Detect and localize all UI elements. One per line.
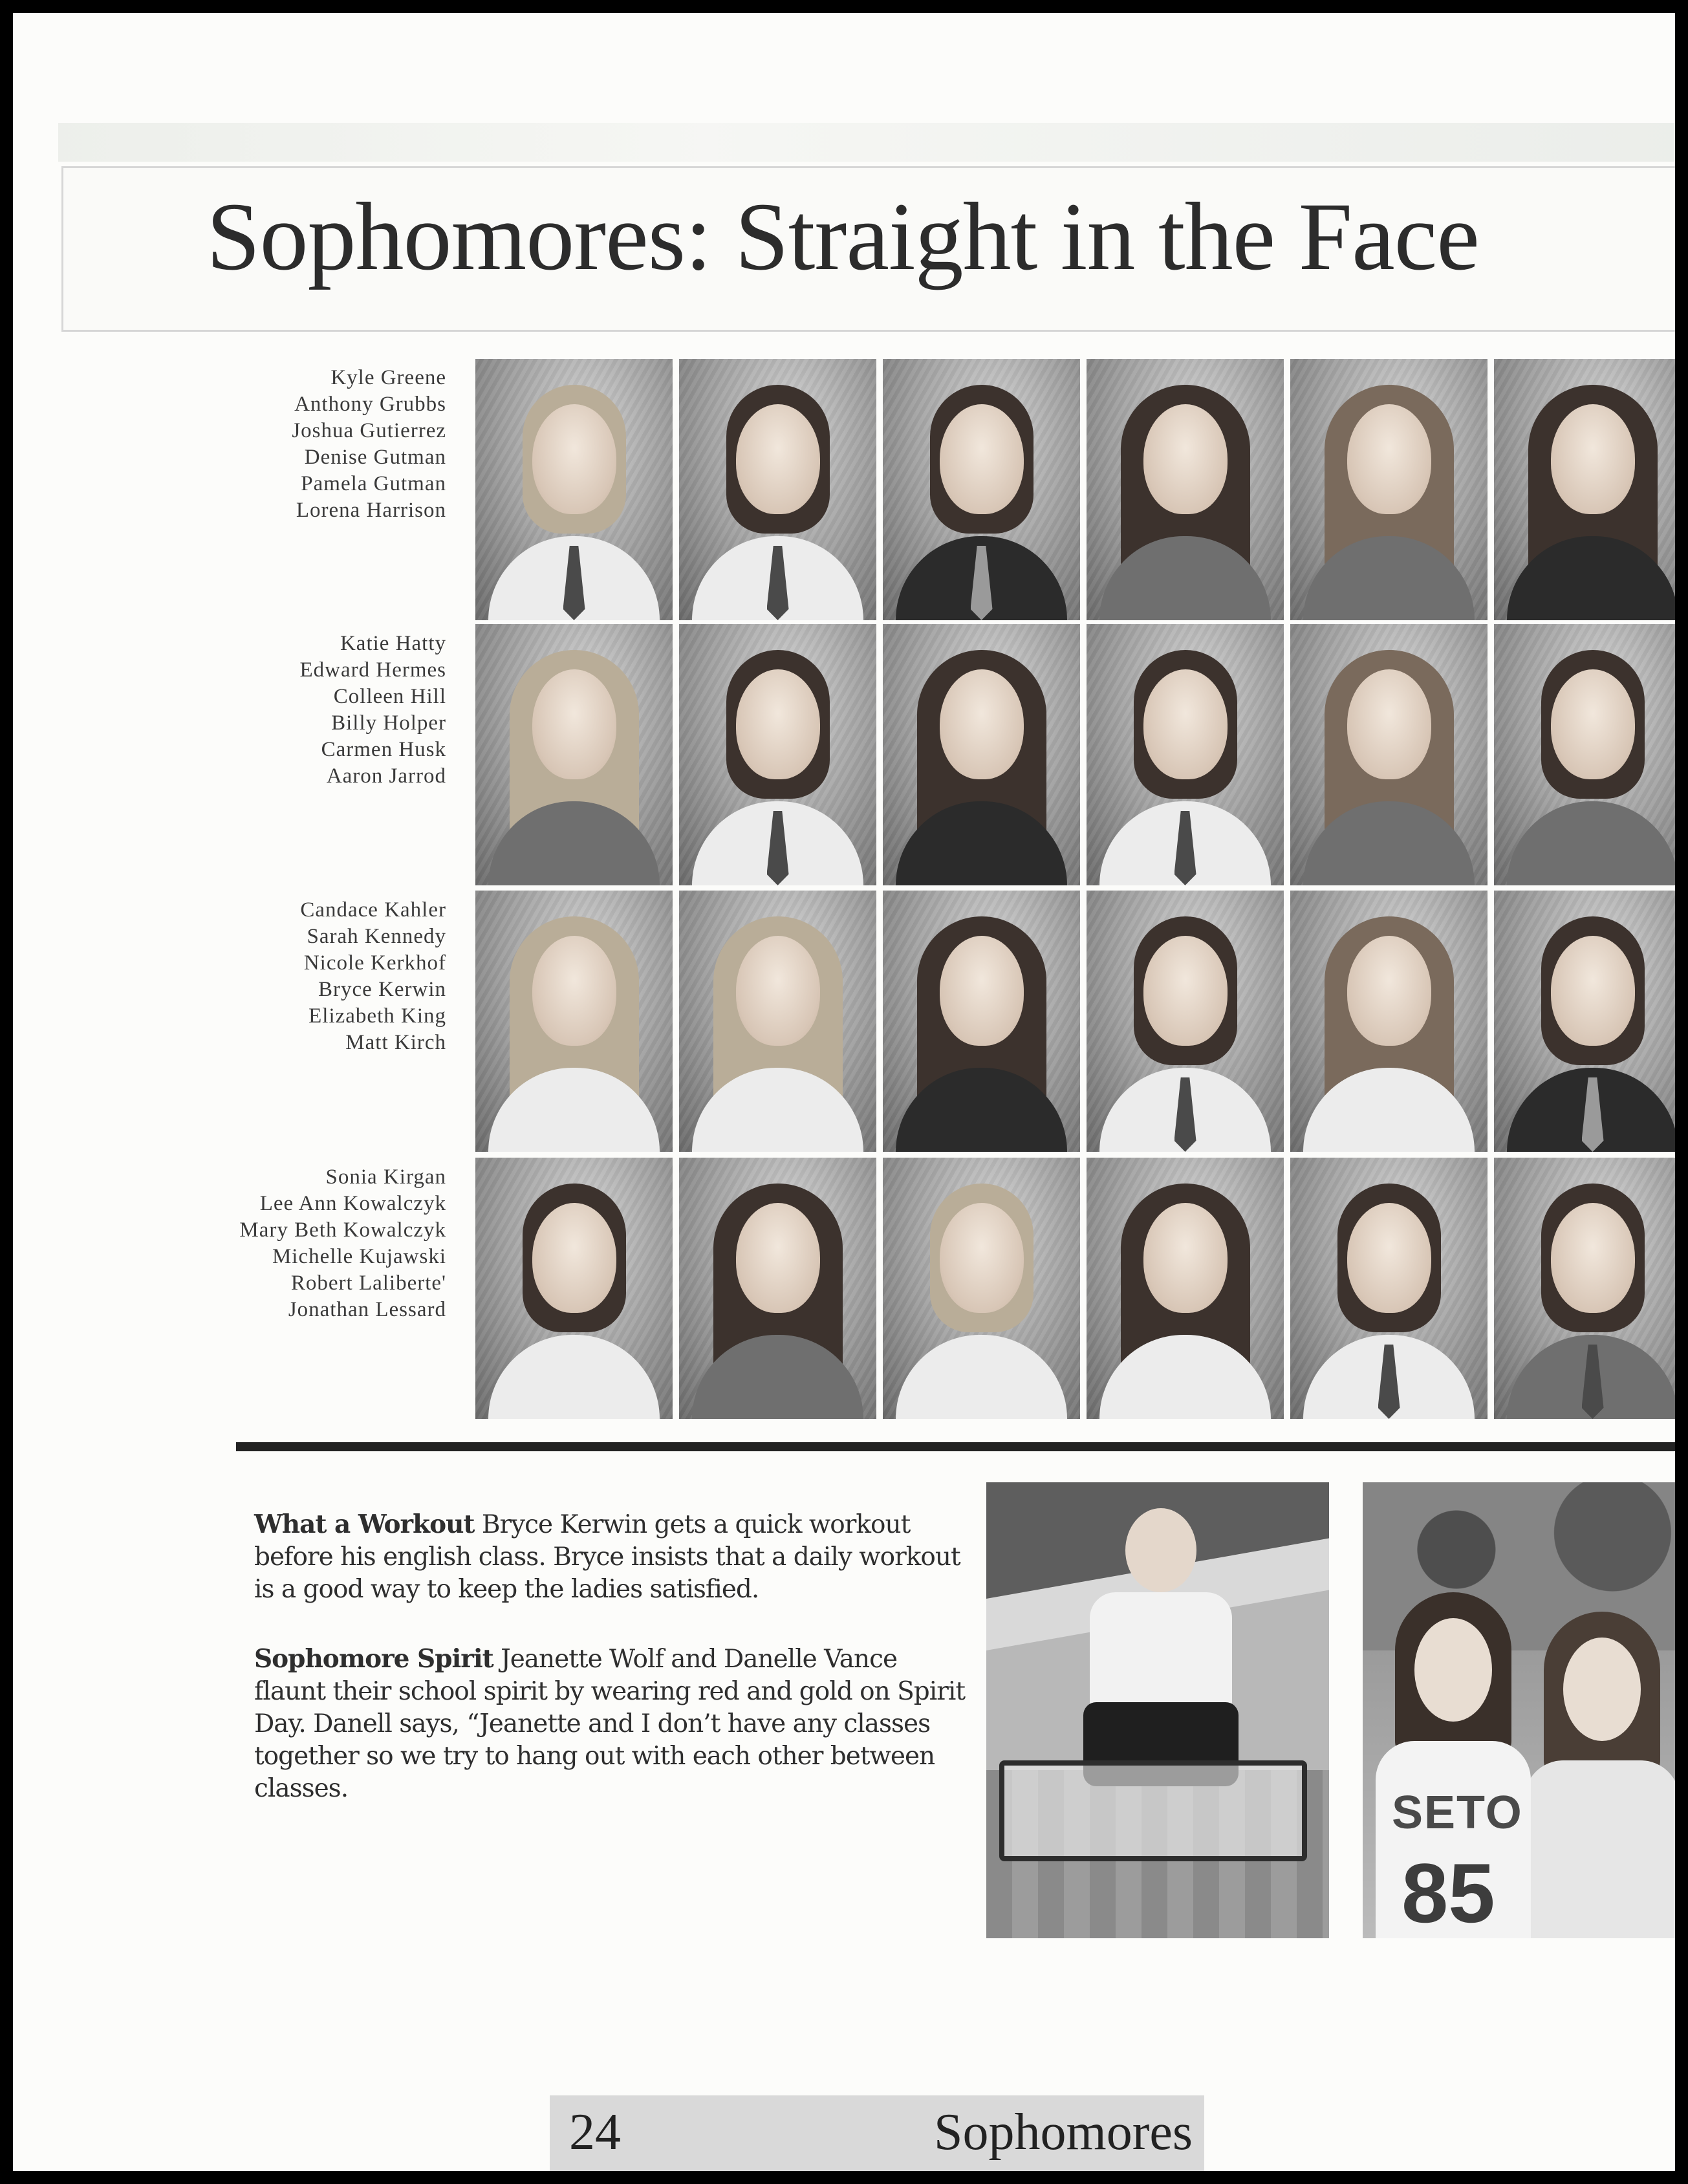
page-number: 24 bbox=[569, 2104, 621, 2161]
student-portrait bbox=[679, 624, 876, 885]
student-portrait bbox=[1290, 891, 1488, 1152]
student-name: Aaron Jarrod bbox=[326, 764, 446, 788]
jersey-lettering: SETO bbox=[1392, 1787, 1523, 1839]
section-divider bbox=[236, 1442, 1675, 1451]
student-name: Sarah Kennedy bbox=[307, 925, 446, 948]
jersey-number: 85 bbox=[1401, 1846, 1495, 1938]
student-portrait bbox=[1087, 891, 1284, 1152]
caption-lead: Sophomore Spirit bbox=[254, 1644, 493, 1674]
photo-row-2 bbox=[475, 624, 1675, 888]
section-label: Sophomores bbox=[934, 2104, 1193, 2161]
student-name: Jonathan Lessard bbox=[288, 1298, 446, 1321]
student-portrait bbox=[1087, 359, 1284, 620]
name-list-row-3 bbox=[65, 897, 446, 1056]
student-name: Denise Gutman bbox=[304, 446, 446, 469]
student-portrait bbox=[1494, 1158, 1675, 1419]
student-name: Candace Kahler bbox=[300, 898, 446, 922]
student-name: Lee Ann Kowalczyk bbox=[259, 1192, 446, 1215]
student-name: Bryce Kerwin bbox=[318, 978, 446, 1001]
caption-workout bbox=[254, 1508, 975, 1606]
student-name: Kyle Greene bbox=[330, 366, 446, 389]
name-list-row-2 bbox=[65, 631, 446, 790]
student-name: Carmen Husk bbox=[321, 738, 446, 761]
student-portrait bbox=[1290, 1158, 1488, 1419]
title-box bbox=[61, 166, 1675, 332]
student-name: Billy Holper bbox=[331, 711, 446, 735]
student-name: Joshua Gutierrez bbox=[292, 419, 446, 442]
student-name: Pamela Gutman bbox=[301, 472, 446, 495]
student-portrait bbox=[1494, 891, 1675, 1152]
student-portrait bbox=[1087, 624, 1284, 885]
name-list-row-4 bbox=[65, 1164, 446, 1323]
student-portrait bbox=[1494, 624, 1675, 885]
student-name: Elizabeth King bbox=[308, 1004, 446, 1028]
student-portrait bbox=[679, 891, 876, 1152]
student-name: Anthony Grubbs bbox=[294, 393, 446, 416]
student-portrait bbox=[1087, 1158, 1284, 1419]
student-portrait bbox=[883, 624, 1080, 885]
spirit-day-photo bbox=[1363, 1482, 1675, 1938]
student-portrait bbox=[475, 891, 673, 1152]
name-list-row-1 bbox=[65, 365, 446, 524]
student-name: Lorena Harrison bbox=[296, 499, 446, 522]
top-decorative-strip bbox=[58, 123, 1675, 162]
student-name: Robert Laliberte' bbox=[290, 1271, 446, 1295]
student-portrait bbox=[475, 359, 673, 620]
student-portrait bbox=[883, 1158, 1080, 1419]
page-footer bbox=[550, 2095, 1204, 2171]
student-portrait bbox=[883, 891, 1080, 1152]
yearbook-page bbox=[13, 13, 1675, 2171]
student-portrait bbox=[475, 624, 673, 885]
student-portrait bbox=[883, 359, 1080, 620]
caption-text: Jeanette Wolf and Danelle Vance flaunt their school spirit by wearing red and gold on Spirit Day. Danell says, “Jeanette and I don’t have any classes together so we try to hang out with each other between classes. bbox=[254, 1645, 966, 1803]
workout-photo bbox=[986, 1482, 1329, 1938]
page-title: Sophomores: Straight in the Face bbox=[206, 183, 1479, 290]
caption-text: Bryce Kerwin gets a quick workout before his english class. Bryce insists that a daily workout is a good way to keep the ladies satisfied. bbox=[254, 1510, 960, 1604]
student-name: Sonia Kirgan bbox=[325, 1165, 446, 1189]
student-portrait bbox=[475, 1158, 673, 1419]
photo-row-1 bbox=[475, 359, 1675, 623]
caption-lead: What a Workout bbox=[254, 1509, 475, 1539]
student-portrait bbox=[1290, 624, 1488, 885]
student-portrait bbox=[679, 1158, 876, 1419]
photo-row-4 bbox=[475, 1158, 1675, 1422]
student-portrait bbox=[1494, 359, 1675, 620]
student-portrait bbox=[679, 359, 876, 620]
student-name: Colleen Hill bbox=[333, 685, 446, 708]
student-name: Nicole Kerkhof bbox=[303, 951, 446, 975]
caption-spirit bbox=[254, 1643, 975, 1805]
photo-row-3 bbox=[475, 891, 1675, 1154]
student-name: Katie Hatty bbox=[340, 632, 446, 655]
student-name: Mary Beth Kowalczyk bbox=[239, 1218, 446, 1242]
student-name: Edward Hermes bbox=[299, 658, 446, 682]
student-name: Michelle Kujawski bbox=[272, 1245, 446, 1268]
student-name: Matt Kirch bbox=[345, 1031, 446, 1054]
student-portrait bbox=[1290, 359, 1488, 620]
